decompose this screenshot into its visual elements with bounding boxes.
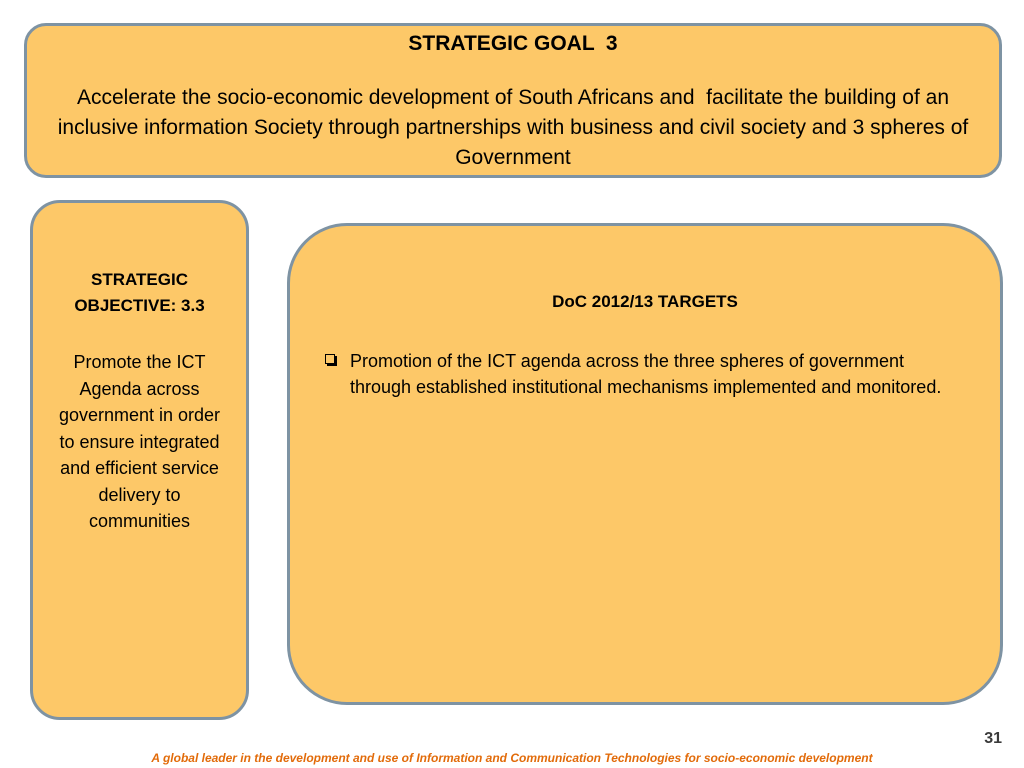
hollow-square-bullet-icon xyxy=(325,354,335,364)
target-item xyxy=(322,348,960,400)
strategic-objective-box xyxy=(30,200,249,720)
footer-tagline: A global leader in the development and use of Information and Communication Technologies for socio-economic development xyxy=(151,751,873,765)
targets-list xyxy=(322,348,960,400)
targets-title: DoC 2012/13 TARGETS xyxy=(552,292,738,311)
target-item-text: Promotion of the ICT agenda across the three spheres of government through established institutional mechanisms implemented and monitored. xyxy=(350,351,942,397)
goal-description: Accelerate the socio-economic development of South Africans and facilitate the building of an inclusive information Society through partnerships with business and civil society and 3 spheres of Government xyxy=(57,86,975,169)
strategic-goal-box xyxy=(24,23,1002,178)
objective-title: STRATEGIC OBJECTIVE: 3.3 xyxy=(74,270,205,315)
objective-description: Promote the ICT Agenda across government in order to ensure integrated and efficient service delivery to communities xyxy=(58,352,221,531)
targets-box xyxy=(287,223,1003,705)
goal-title: STRATEGIC GOAL 3 xyxy=(408,32,618,55)
page-number: 31 xyxy=(984,730,1002,747)
